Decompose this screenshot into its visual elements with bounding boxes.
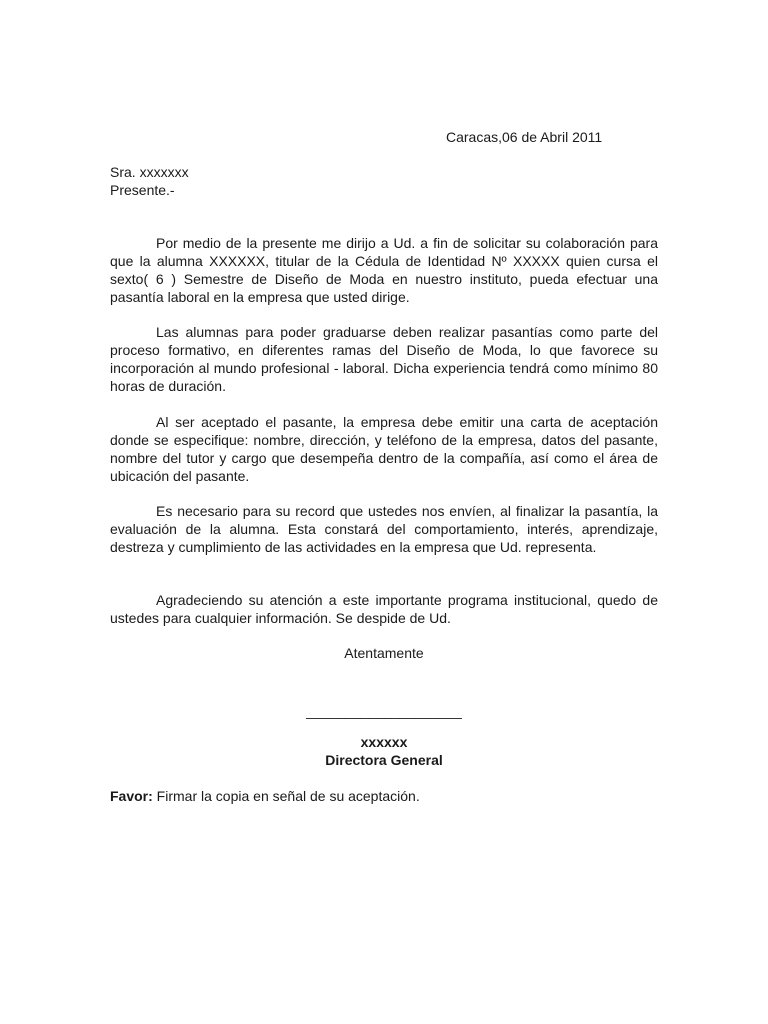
paragraph-text: Por medio de la presente me dirijo a Ud. a fin de solicitar su colaboración para que la alumna XXXXXX, titular de la Cédula de Identidad Nº XXXXX quien cursa el sexto( 6 ) Semestre de Diseño de Moda en nuestro instituto, pueda efectuar una pasantía laboral en la empresa que usted dirige. <box>110 235 658 305</box>
body-paragraph-5 <box>110 591 658 627</box>
body-paragraph-4 <box>110 502 658 556</box>
signer-block <box>0 733 768 769</box>
closing-salutation: Atentamente <box>344 645 424 661</box>
recipient-block <box>110 163 189 199</box>
signature-line: ____________________ <box>306 703 462 719</box>
signer-name: xxxxxx <box>360 734 408 750</box>
signature-request-note <box>110 787 420 805</box>
body-paragraph-1 <box>110 234 658 306</box>
paragraph-text: Agradeciendo su atención a este importante programa institucional, quedo de ustedes para cualquier información. Se despide de Ud. <box>110 592 658 626</box>
recipient-name: Sra. xxxxxxx <box>110 164 189 180</box>
body-paragraph-3 <box>110 413 658 485</box>
paragraph-text: Las alumnas para poder graduarse deben realizar pasantías como parte del proceso formativo, en diferentes ramas del Diseño de Moda, lo que favorece su incorporación al mundo profesional - laboral. Dicha experiencia tendrá como mínimo 80 horas de duración. <box>110 324 658 394</box>
paragraph-text: Al ser aceptado el pasante, la empresa debe emitir una carta de aceptación donde se especifique: nombre, dirección, y teléfono de la empresa, datos del pasante, nombre del tutor y cargo que desempeña dentro de la compañía, así como el área de ubicación del pasante. <box>110 414 658 484</box>
paragraph-text: Es necesario para su record que ustedes nos envíen, al finalizar la pasantía, la evaluación de la alumna. Esta constará del comportamiento, interés, aprendizaje, destreza y cumplimiento de las actividades en la empresa que Ud. representa. <box>110 503 658 555</box>
recipient-greeting: Presente.- <box>110 182 175 198</box>
letter-date: Caracas,06 de Abril 2011 <box>446 129 603 145</box>
body-paragraph-2 <box>110 323 658 395</box>
note-label: Favor: <box>110 788 153 804</box>
note-text: Firmar la copia en señal de su aceptación. <box>152 788 420 804</box>
signer-title: Directora General <box>325 752 443 768</box>
